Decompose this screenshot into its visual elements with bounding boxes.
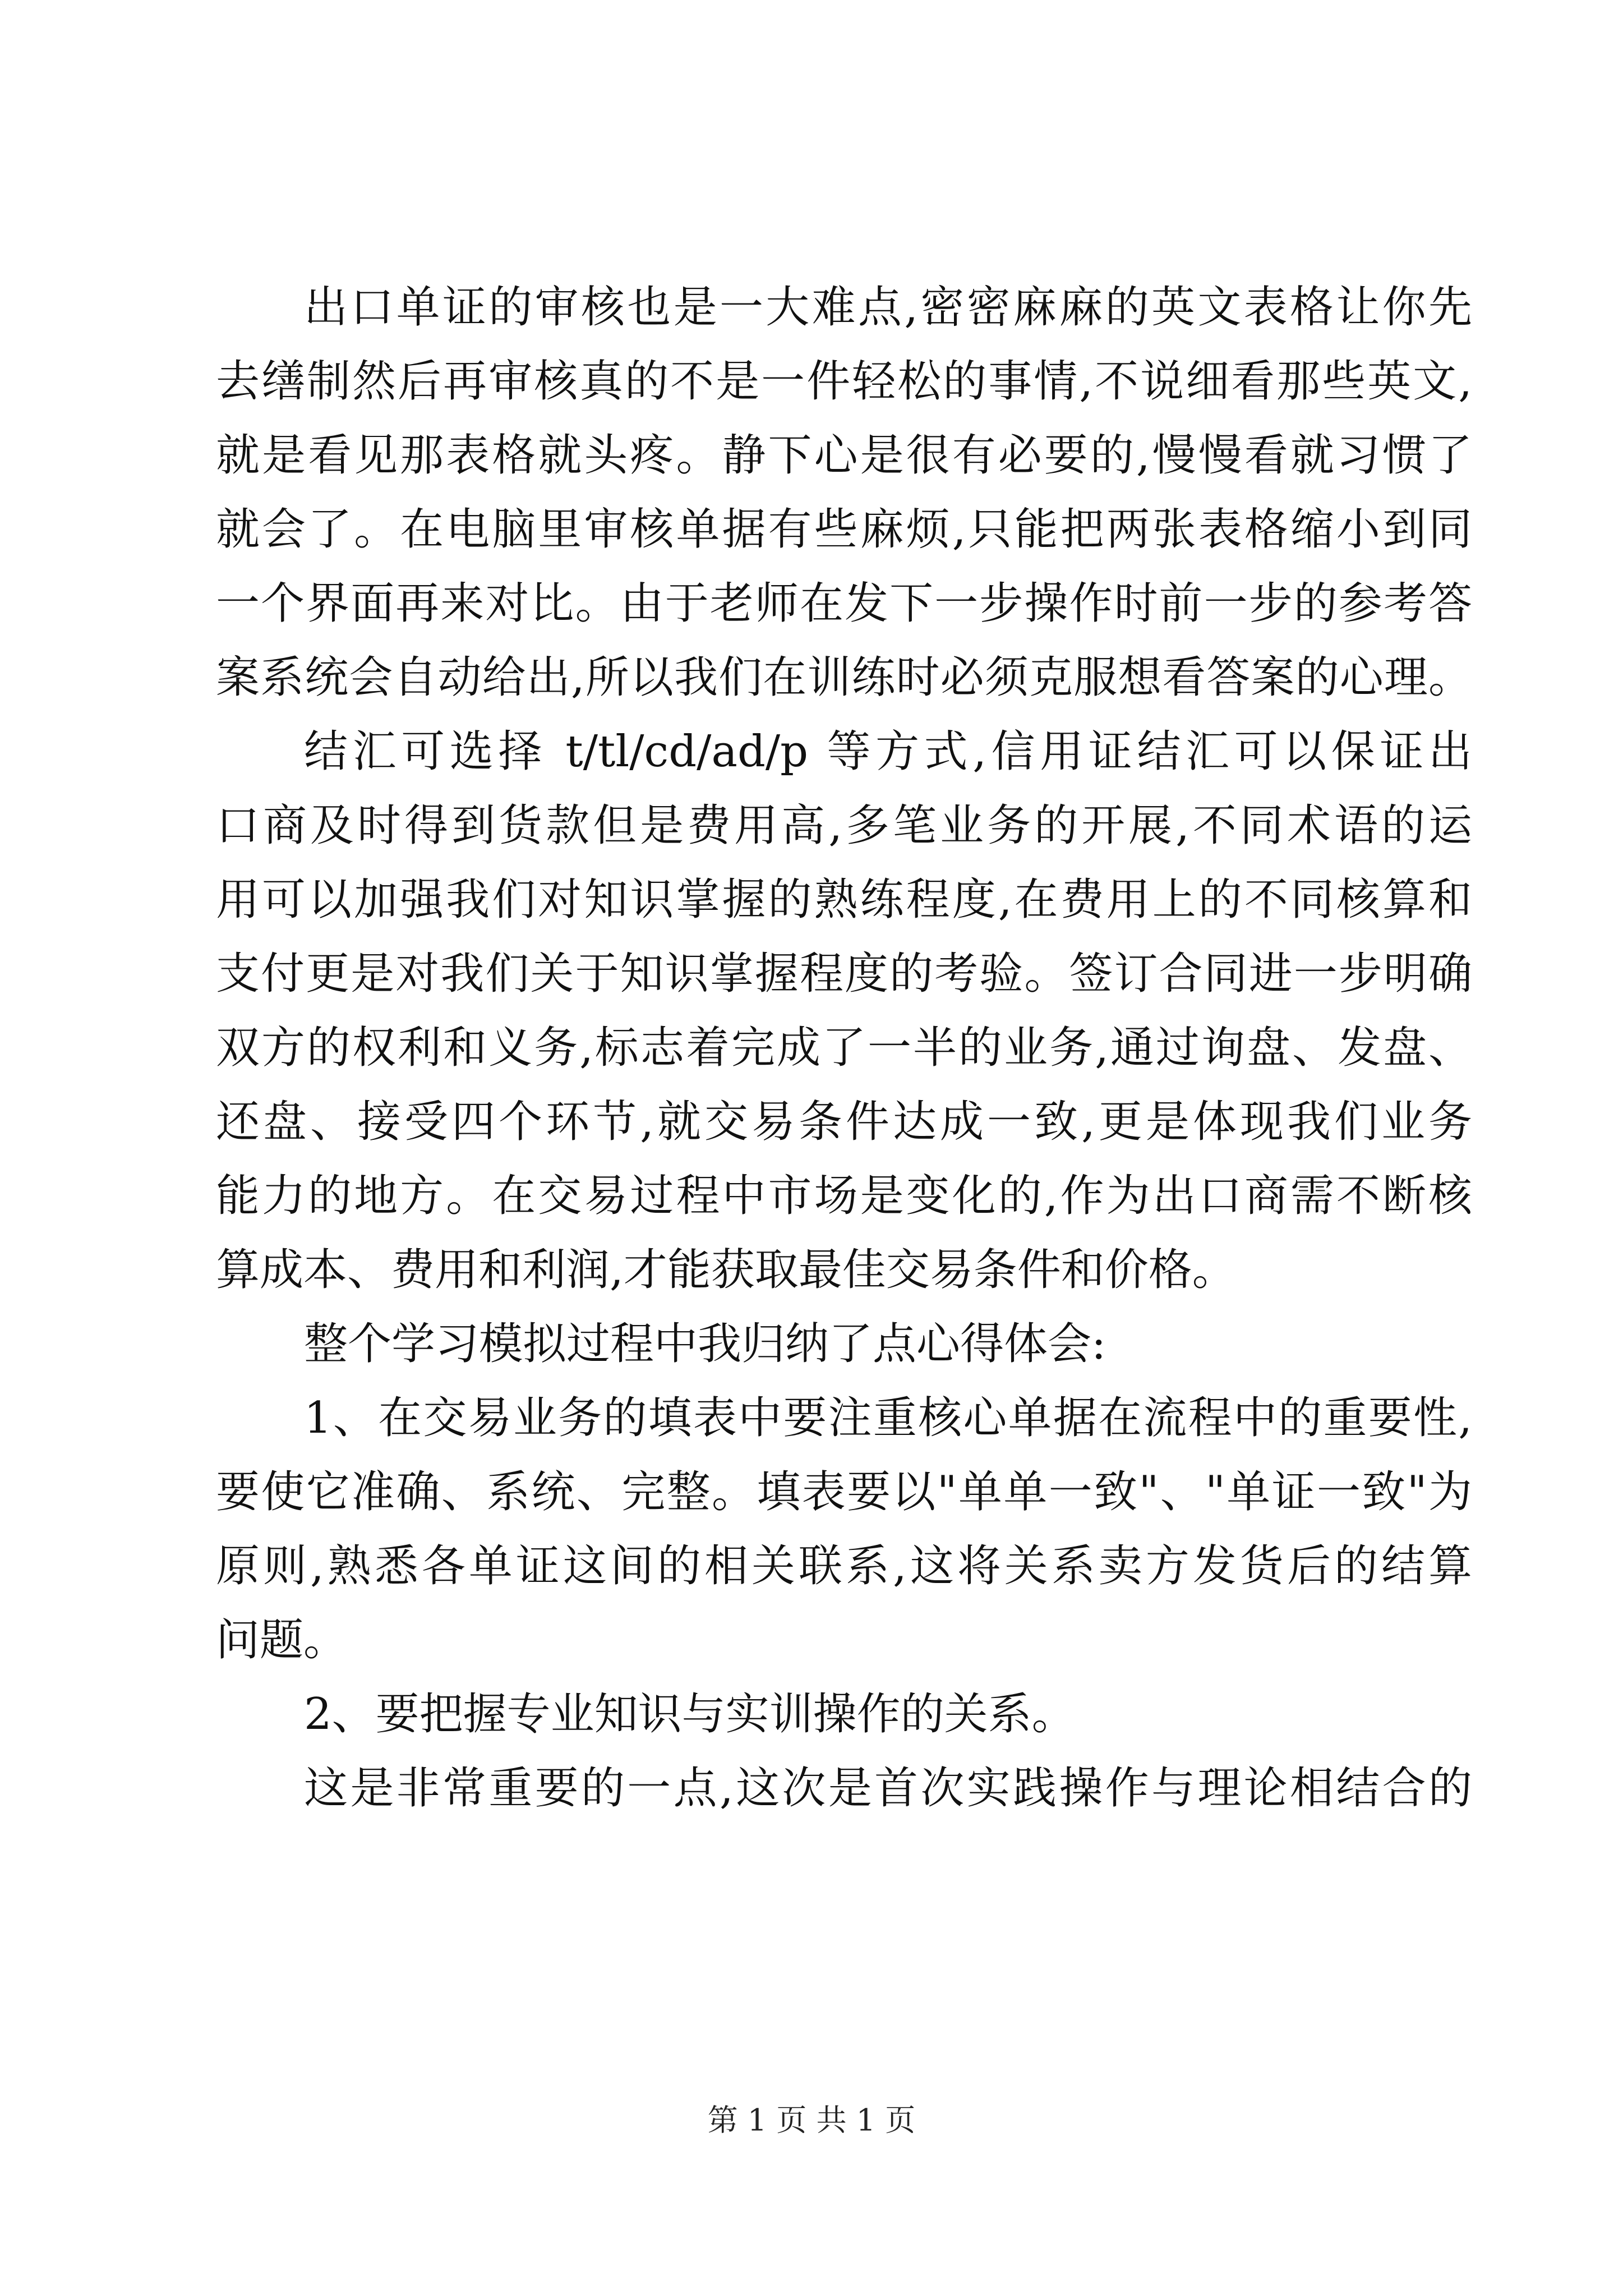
paragraph-line: 一个界面再来对比。由于老师在发下一步操作时前一步的参考答 [216, 578, 1472, 629]
paragraph-line: 双方的权利和义务,标志着完成了一半的业务,通过询盘、发盘、 [216, 1023, 1472, 1073]
paragraph-line: 去缮制然后再审核真的不是一件轻松的事情,不说细看那些英文, [216, 356, 1472, 407]
paragraph-line: 这是非常重要的一点,这次是首次实践操作与理论相结合的 [304, 1763, 1472, 1814]
paragraph-line: 2、要把握专业知识与实训操作的关系。 [304, 1689, 1076, 1740]
paragraph-line: 问题。 [216, 1615, 348, 1665]
paragraph-line: 口商及时得到货款但是费用高,多笔业务的开展,不同术语的运 [216, 800, 1472, 851]
paragraph-line: 1、在交易业务的填表中要注重核心单据在流程中的重要性, [304, 1393, 1472, 1443]
paragraph-line: 就会了。在电脑里审核单据有些麻烦,只能把两张表格缩小到同 [216, 504, 1472, 555]
paragraph-line: 要使它准确、系统、完整。填表要以"单单一致"、"单证一致"为 [216, 1467, 1472, 1517]
paragraph-line: 算成本、费用和利润,才能获取最佳交易条件和价格。 [216, 1245, 1236, 1295]
paragraph-line: 结汇可选择 t/tl/cd/ad/p 等方式,信用证结汇可以保证出 [304, 726, 1472, 777]
paragraph-line: 支付更是对我们关于知识掌握程度的考验。签订合同进一步明确 [216, 949, 1472, 999]
paragraph-line: 案系统会自动给出,所以我们在训练时必须克服想看答案的心理。 [216, 652, 1472, 703]
paragraph-line: 原则,熟悉各单证这间的相关联系,这将关系卖方发货后的结算 [216, 1541, 1472, 1591]
paragraph-line: 用可以加强我们对知识掌握的熟练程度,在费用上的不同核算和 [216, 875, 1472, 925]
paragraph-line: 就是看见那表格就头疼。静下心是很有必要的,慢慢看就习惯了 [216, 430, 1472, 481]
paragraph-line: 能力的地方。在交易过程中市场是变化的,作为出口商需不断核 [216, 1171, 1472, 1221]
page-footer: 第 1 页 共 1 页 [707, 2102, 916, 2138]
paragraph-line: 还盘、接受四个环节,就交易条件达成一致,更是体现我们业务 [216, 1097, 1472, 1147]
paragraph-line: 出口单证的审核也是一大难点,密密麻麻的英文表格让你先 [304, 282, 1472, 333]
paragraph-line: 整个学习模拟过程中我归纳了点心得体会: [304, 1319, 1106, 1369]
